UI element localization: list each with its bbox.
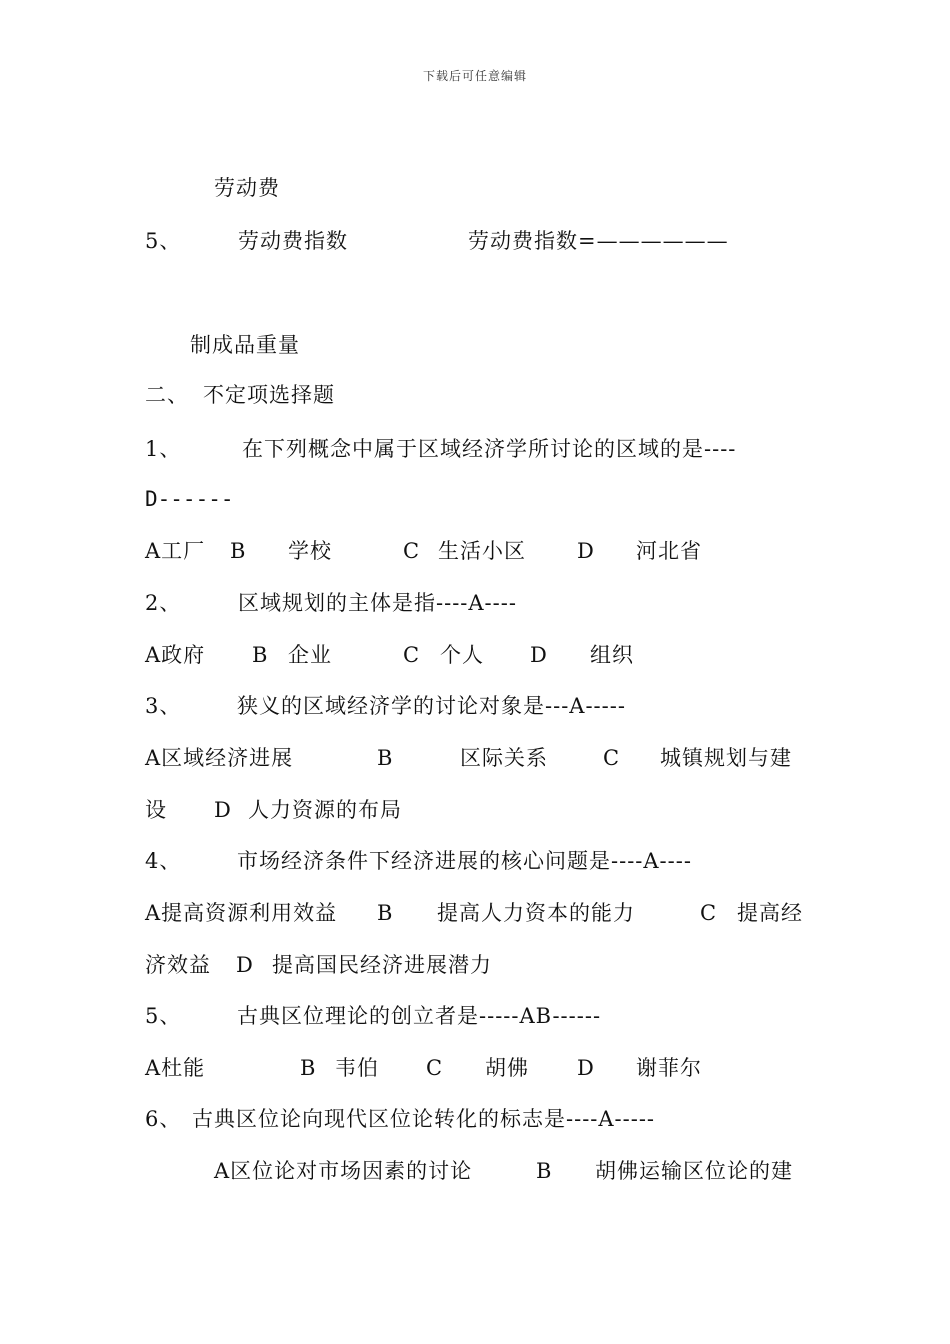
option-d-letter: D bbox=[236, 953, 254, 977]
option-b-text: 学校 bbox=[288, 539, 332, 563]
question-text: 狭义的区域经济学的讨论对象是---A----- bbox=[237, 694, 626, 718]
question-text: 古典区位论向现代区位论转化的标志是----A----- bbox=[192, 1107, 656, 1131]
question-number: 4、 bbox=[145, 849, 182, 873]
option-b-text: 企业 bbox=[288, 643, 332, 667]
page-header: 下载后可任意编辑 bbox=[422, 69, 527, 83]
question-text: 市场经济条件下经济进展的核心问题是----A---- bbox=[237, 849, 692, 873]
option-b-text: 韦伯 bbox=[335, 1056, 379, 1080]
section-title: 不定项选择题 bbox=[203, 383, 335, 407]
question-number: 2、 bbox=[145, 591, 182, 615]
option-c-letter: C bbox=[603, 746, 621, 770]
option-b-letter: B bbox=[300, 1056, 317, 1080]
option-b-letter: B bbox=[230, 539, 247, 563]
term-label: 劳动费指数 bbox=[238, 229, 348, 253]
option-b-letter: B bbox=[377, 746, 394, 770]
question-continuation-text: D------ bbox=[145, 487, 234, 511]
option-d-text: 组织 bbox=[590, 643, 634, 667]
option-c-text: 胡佛 bbox=[485, 1056, 529, 1080]
option-b-text: 提高人力资本的能力 bbox=[437, 901, 635, 925]
option-a: A杜能 bbox=[145, 1056, 206, 1080]
option-d-text: 提高国民经济进展潜力 bbox=[272, 953, 492, 977]
formula-numerator-text: 劳动费 bbox=[214, 176, 280, 200]
formula-denominator-text: 制成品重量 bbox=[190, 333, 300, 357]
option-a: A区位论对市场因素的讨论 bbox=[214, 1159, 473, 1183]
option-c-letter: C bbox=[403, 643, 421, 667]
option-a: A提高资源利用效益 bbox=[145, 901, 338, 925]
option-c-text: 生活小区 bbox=[438, 539, 526, 563]
option-c-text: 个人 bbox=[440, 643, 484, 667]
question-number: 3、 bbox=[145, 694, 182, 718]
option-a: A工厂 bbox=[145, 539, 206, 563]
formula-denominator bbox=[190, 330, 300, 360]
option-b-letter: B bbox=[377, 901, 394, 925]
question-1-continuation bbox=[145, 484, 234, 514]
question-number: 1、 bbox=[145, 437, 182, 461]
question-text: 古典区位理论的创立者是-----AB------ bbox=[237, 1004, 602, 1028]
formula-numerator bbox=[214, 173, 280, 203]
option-c-continuation: 济效益 bbox=[145, 953, 211, 977]
option-d-letter: D bbox=[214, 798, 232, 822]
option-c-text: 城镇规划与建 bbox=[660, 746, 792, 770]
option-d-text: 人力资源的布局 bbox=[248, 798, 402, 822]
option-c-letter: C bbox=[700, 901, 718, 925]
option-d-letter: D bbox=[577, 1056, 595, 1080]
question-text: 区域规划的主体是指----A---- bbox=[238, 591, 517, 615]
option-d-letter: D bbox=[530, 643, 548, 667]
option-b-letter: B bbox=[536, 1159, 553, 1183]
question-number: 5、 bbox=[145, 1004, 182, 1028]
option-c-letter: C bbox=[426, 1056, 444, 1080]
option-b-letter: B bbox=[252, 643, 269, 667]
section-number: 二、 bbox=[145, 383, 189, 407]
option-a: A政府 bbox=[145, 643, 206, 667]
option-c-letter: C bbox=[403, 539, 421, 563]
option-a: A区域经济进展 bbox=[145, 746, 294, 770]
formula-text: 劳动费指数=—————— bbox=[468, 229, 729, 253]
question-text: 在下列概念中属于区域经济学所讨论的区域的是---- bbox=[242, 437, 737, 461]
option-b-text: 胡佛运输区位论的建 bbox=[595, 1159, 793, 1183]
question-number: 6、 bbox=[145, 1107, 182, 1131]
option-b-text: 区际关系 bbox=[460, 746, 548, 770]
option-c-text: 提高经 bbox=[737, 901, 803, 925]
option-d-letter: D bbox=[577, 539, 595, 563]
item-number: 5、 bbox=[145, 229, 182, 253]
option-d-text: 谢菲尔 bbox=[636, 1056, 702, 1080]
option-c-continuation: 设 bbox=[145, 798, 167, 822]
option-d-text: 河北省 bbox=[636, 539, 702, 563]
